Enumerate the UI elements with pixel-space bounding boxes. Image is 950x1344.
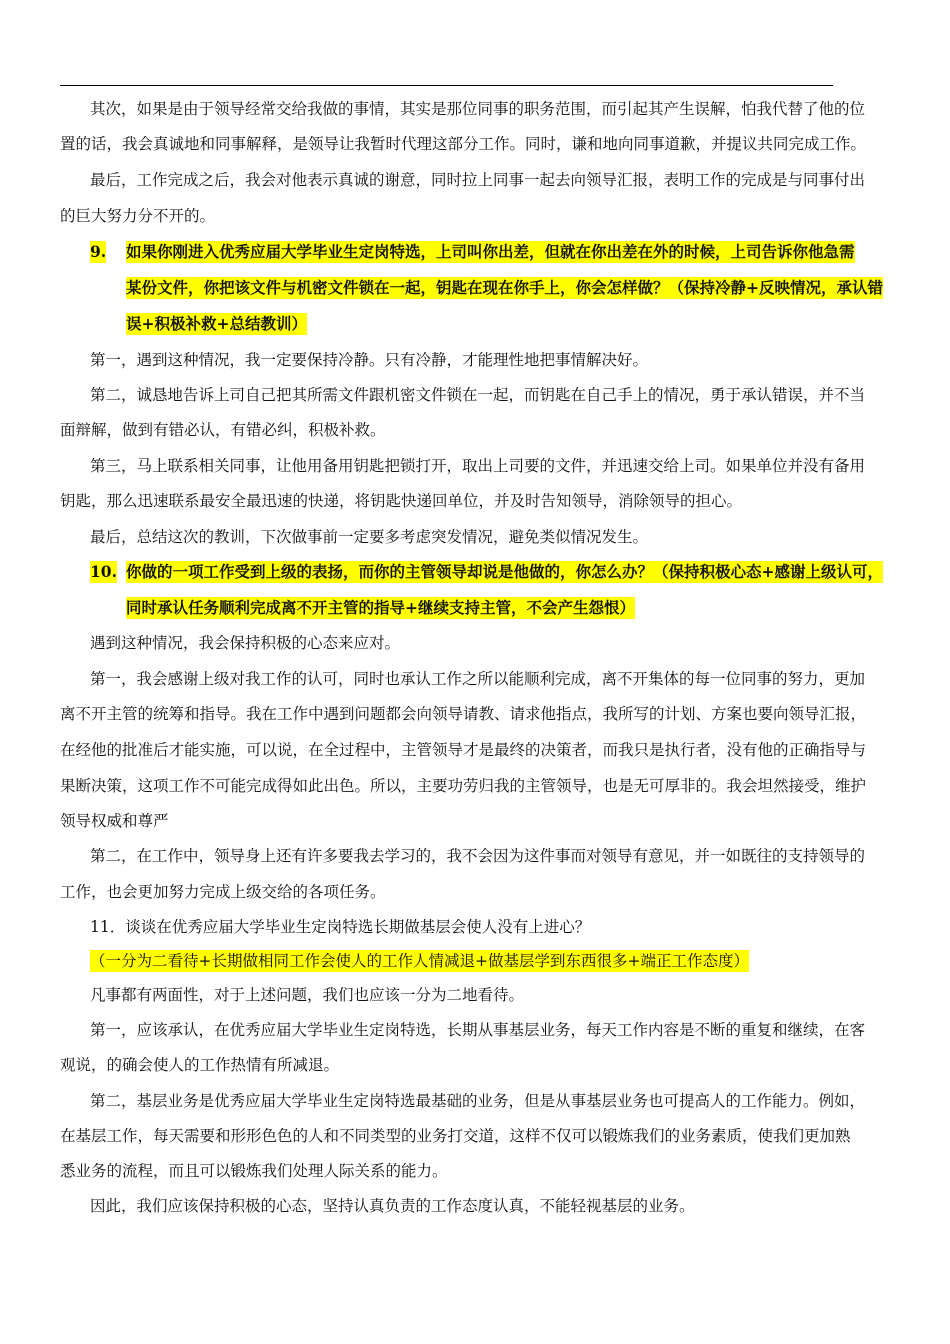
paragraph-line: 最后，总结这次的教训，下次做事前一定要多考虑突发情况，避免类似情况发生。 [90,528,649,546]
paragraph-line: 面辩解，做到有错必认，有错必纠，积极补救。 [60,421,386,439]
paragraph-line: 置的话，我会真诚地和同事解释，是领导让我暂时代理这部分工作。同时，谦和地向同事道歉，并提议共同完成工作。 [60,135,867,153]
paragraph-line: 果断决策，这项工作不可能完成得如此出色。所以，主要功劳归我的主管领导，也是无可厚非的。我会坦然接受，维护 [60,777,867,795]
paragraph-line: 因此，我们应该保持积极的心态，坚持认真负责的工作态度认真，不能轻视基层的业务。 [90,1197,695,1215]
question-hint: （一分为二看待+长期做相同工作会使人的工作人情减退+做基层学到东西很多+端正工作态度） [90,952,749,970]
paragraph-line: 第二，在工作中，领导身上还有许多要我去学习的，我不会因为这件事而对领导有意见，并一如既往的支持领导的 [90,847,866,865]
question-line: 如果你刚进入优秀应届大学毕业生定岗特选，上司叫你出差，但就在你出差在外的时候，上司告诉你他急需 [126,242,855,261]
question-line: 误+积极补救+总结教训） [126,314,307,333]
paragraph-line: 第一，遇到这种情况，我一定要保持冷静。只有冷静，才能理性地把事情解决好。 [90,351,649,369]
paragraph-line: 在经他的批准后才能实施，可以说，在全过程中，主管领导才是最终的决策者，而我只是执行者，没有他的正确指导与 [60,741,867,759]
paragraph-line: 第二，诚恳地告诉上司自己把其所需文件跟机密文件锁在一起，而钥匙在自己手上的情况，勇于承认错误，并不当 [90,386,866,404]
paragraph-line: 第一，我会感谢上级对我工作的认可，同时也承认工作之所以能顺利完成，离不开集体的每一位同事的努力，更加 [90,670,866,688]
paragraph-line: 凡事都有两面性，对于上述问题，我们也应该一分为二地看待。 [90,986,525,1004]
paragraph-line: 第一，应该承认，在优秀应届大学毕业生定岗特选，长期从事基层业务，每天工作内容是不断的重复和继续，在客 [90,1021,866,1039]
question-number: 9. [90,242,107,261]
paragraph-line: 的巨大努力分不开的。 [60,207,216,225]
question-line: 11．谈谈在优秀应届大学毕业生定岗特选长期做基层会使人没有上进心？ [90,918,591,936]
paragraph-line: 工作，也会更加努力完成上级交给的各项任务。 [60,883,386,901]
question-number: 10. [90,562,117,581]
paragraph-line: 领导权威和尊严 [60,812,169,830]
paragraph-line: 钥匙，那么迅速联系最安全最迅速的快递，将钥匙快递回单位，并及时告知领导，消除领导的担心。 [60,492,743,510]
paragraph-line: 第三，马上联系相关同事，让他用备用钥匙把锁打开，取出上司要的文件，并迅速交给上司。如果单位并没有备用 [90,457,866,475]
paragraph-line: 离不开主管的统筹和指导。我在工作中遇到问题都会向领导请教、请求他指点，我所写的计划、方案也要向领导汇报， [60,705,867,723]
paragraph-line: 其次，如果是由于领导经常交给我做的事情，其实是那位同事的职务范围，而引起其产生误解，怕我代替了他的位 [90,100,866,118]
paragraph-line: 悉业务的流程，而且可以锻炼我们处理人际关系的能力。 [60,1162,448,1180]
question-line: 你做的一项工作受到上级的表扬，而你的主管领导却说是他做的，你怎么办？（保持积极心态+感谢上级认可， [126,562,883,581]
header-rule [60,85,833,86]
question-line: 同时承认任务顺利完成离不开主管的指导+继续支持主管，不会产生怨恨） [126,598,635,617]
question-line: 某份文件，你把该文件与机密文件锁在一起，钥匙在现在你手上，你会怎样做？（保持冷静+反映情况，承认错 [126,278,883,297]
paragraph-line: 观说，的确会使人的工作热情有所减退。 [60,1056,340,1074]
paragraph-line: 遇到这种情况，我会保持积极的心态来应对。 [90,634,401,652]
paragraph-line: 在基层工作，每天需要和形形色色的人和不同类型的业务打交道，这样不仅可以锻炼我们的业务素质，使我们更加熟 [60,1127,851,1145]
paragraph-line: 第二，基层业务是优秀应届大学毕业生定岗特选最基础的业务，但是从事基层业务也可提高人的工作能力。例如， [90,1092,866,1110]
paragraph-line: 最后，工作完成之后，我会对他表示真诚的谢意，同时拉上同事一起去向领导汇报，表明工作的完成是与同事付出 [90,171,866,189]
